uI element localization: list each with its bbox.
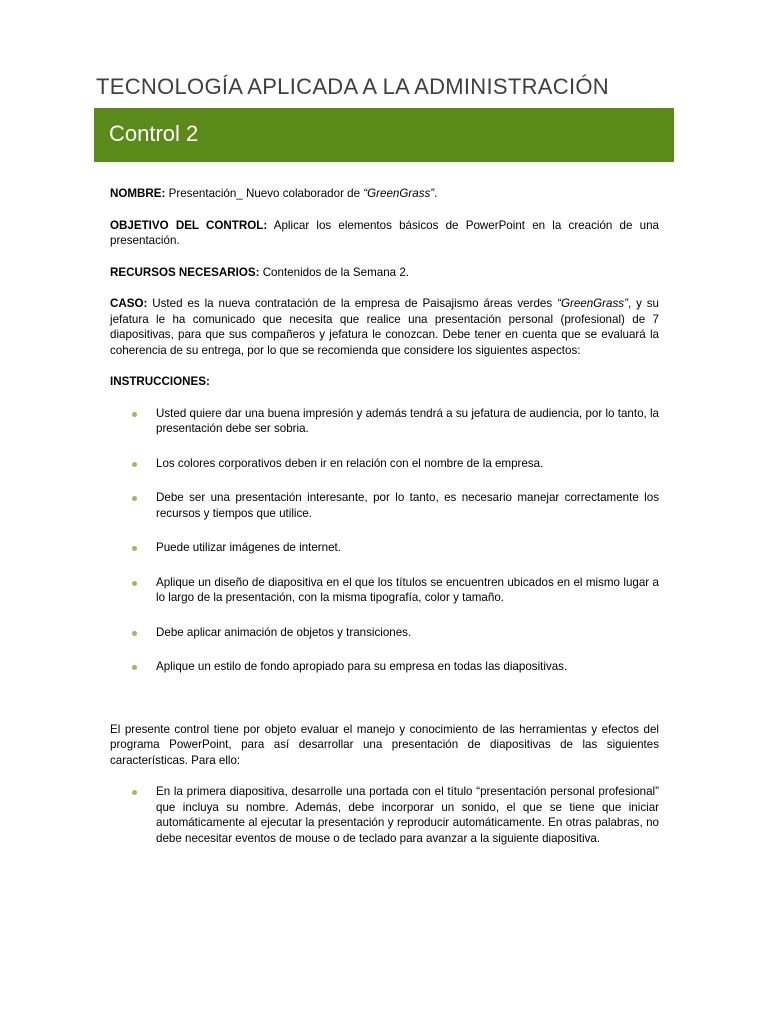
recursos-label: RECURSOS NECESARIOS: bbox=[110, 265, 260, 279]
instruction-text: Usted quiere dar una buena impresión y además tendrá a su jefatura de audiencia, por lo tanto, la presentación debe ser sobria. bbox=[156, 406, 659, 435]
bullet-icon bbox=[132, 790, 137, 795]
instruction-item bbox=[110, 406, 659, 437]
bullet-icon bbox=[132, 581, 137, 586]
caso-company: “GreenGrass” bbox=[557, 297, 628, 310]
instruction-item bbox=[110, 490, 659, 521]
objetivo-label: OBJETIVO DEL CONTROL: bbox=[110, 218, 268, 232]
caso-field bbox=[110, 296, 659, 358]
nombre-field bbox=[110, 186, 659, 202]
instruction-text: Puede utilizar imágenes de internet. bbox=[156, 541, 341, 554]
instruction-item bbox=[110, 456, 659, 472]
bullet-icon bbox=[132, 496, 137, 501]
control-banner bbox=[94, 108, 674, 162]
instruction-item bbox=[110, 659, 659, 675]
section-spacer bbox=[110, 694, 659, 722]
document-body bbox=[110, 186, 659, 865]
instruction-item bbox=[110, 540, 659, 556]
instrucciones-heading: INSTRUCCIONES: bbox=[110, 375, 210, 388]
objetivo-field bbox=[110, 218, 659, 249]
instruction-item bbox=[110, 625, 659, 641]
recursos-value: Contenidos de la Semana 2. bbox=[262, 265, 409, 279]
slide-requirement-text: En la primera diapositiva, desarrolle una portada con el título “presentación personal profesional” que incluya su nombre. Además, debe incorporar un sonido, el que se tiene que iniciar automáticamente al ejecutar la presentación y reproducir automáticamente. En otras palabras, no debe necesitar eventos de mouse o de teclado para avanzar a la siguiente diapositiva. bbox=[156, 785, 659, 845]
nombre-company: “GreenGrass” bbox=[363, 187, 435, 200]
nombre-value: Presentación_ Nuevo colaborador de bbox=[168, 187, 361, 200]
bullet-icon bbox=[132, 631, 137, 636]
intro-paragraph: El presente control tiene por objeto evaluar el manejo y conocimiento de las herramientas y efectos del programa PowerPoint, para así desarrollar una presentación de diapositivas de las siguientes características. Para ello: bbox=[110, 722, 659, 767]
caso-label: CASO: bbox=[110, 297, 148, 310]
recursos-field bbox=[110, 265, 659, 281]
nombre-label: NOMBRE: bbox=[110, 187, 166, 200]
instruction-text: Debe aplicar animación de objetos y transiciones. bbox=[156, 625, 412, 639]
document-header: TECNOLOGÍA APLICADA A LA ADMINISTRACIÓN bbox=[96, 74, 609, 99]
nombre-end: . bbox=[434, 187, 438, 200]
instructions-list bbox=[110, 406, 659, 675]
slides-list bbox=[110, 784, 659, 846]
bullet-icon bbox=[132, 546, 137, 551]
caso-value-part2: , y su jefatura le ha comunicado que necesita que realice una presentación personal (profesional) de 7 diapositivas, para que sus compañeros y jefatura le conozcan. Debe tener en cuenta que se evaluará la coherencia de su entrega, por lo que se recomienda que considere los siguientes aspectos: bbox=[110, 297, 659, 357]
instruction-item bbox=[110, 575, 659, 606]
objetivo-value: Aplicar los elementos básicos de PowerPoint en la creación de una presentación. bbox=[110, 218, 659, 247]
bullet-icon bbox=[132, 462, 137, 467]
slide-requirement-item bbox=[110, 784, 659, 846]
instruction-text: Debe ser una presentación interesante, por lo tanto, es necesario manejar correctamente los recursos y tiempos que utilice. bbox=[156, 491, 659, 520]
control-title: Control 2 bbox=[109, 121, 199, 146]
bullet-icon bbox=[132, 412, 137, 417]
instruction-text: Los colores corporativos deben ir en relación con el nombre de la empresa. bbox=[156, 456, 544, 470]
caso-value-part1: Usted es la nueva contratación de la empresa de Paisajismo áreas verdes bbox=[152, 297, 553, 310]
bullet-icon bbox=[132, 665, 137, 670]
instruction-text: Aplique un diseño de diapositiva en el que los títulos se encuentren ubicados en el mismo lugar a lo largo de la presentación, con la misma tipografía, color y tamaño. bbox=[156, 575, 659, 604]
instruction-text: Aplique un estilo de fondo apropiado para su empresa en todas las diapositivas. bbox=[156, 660, 568, 673]
